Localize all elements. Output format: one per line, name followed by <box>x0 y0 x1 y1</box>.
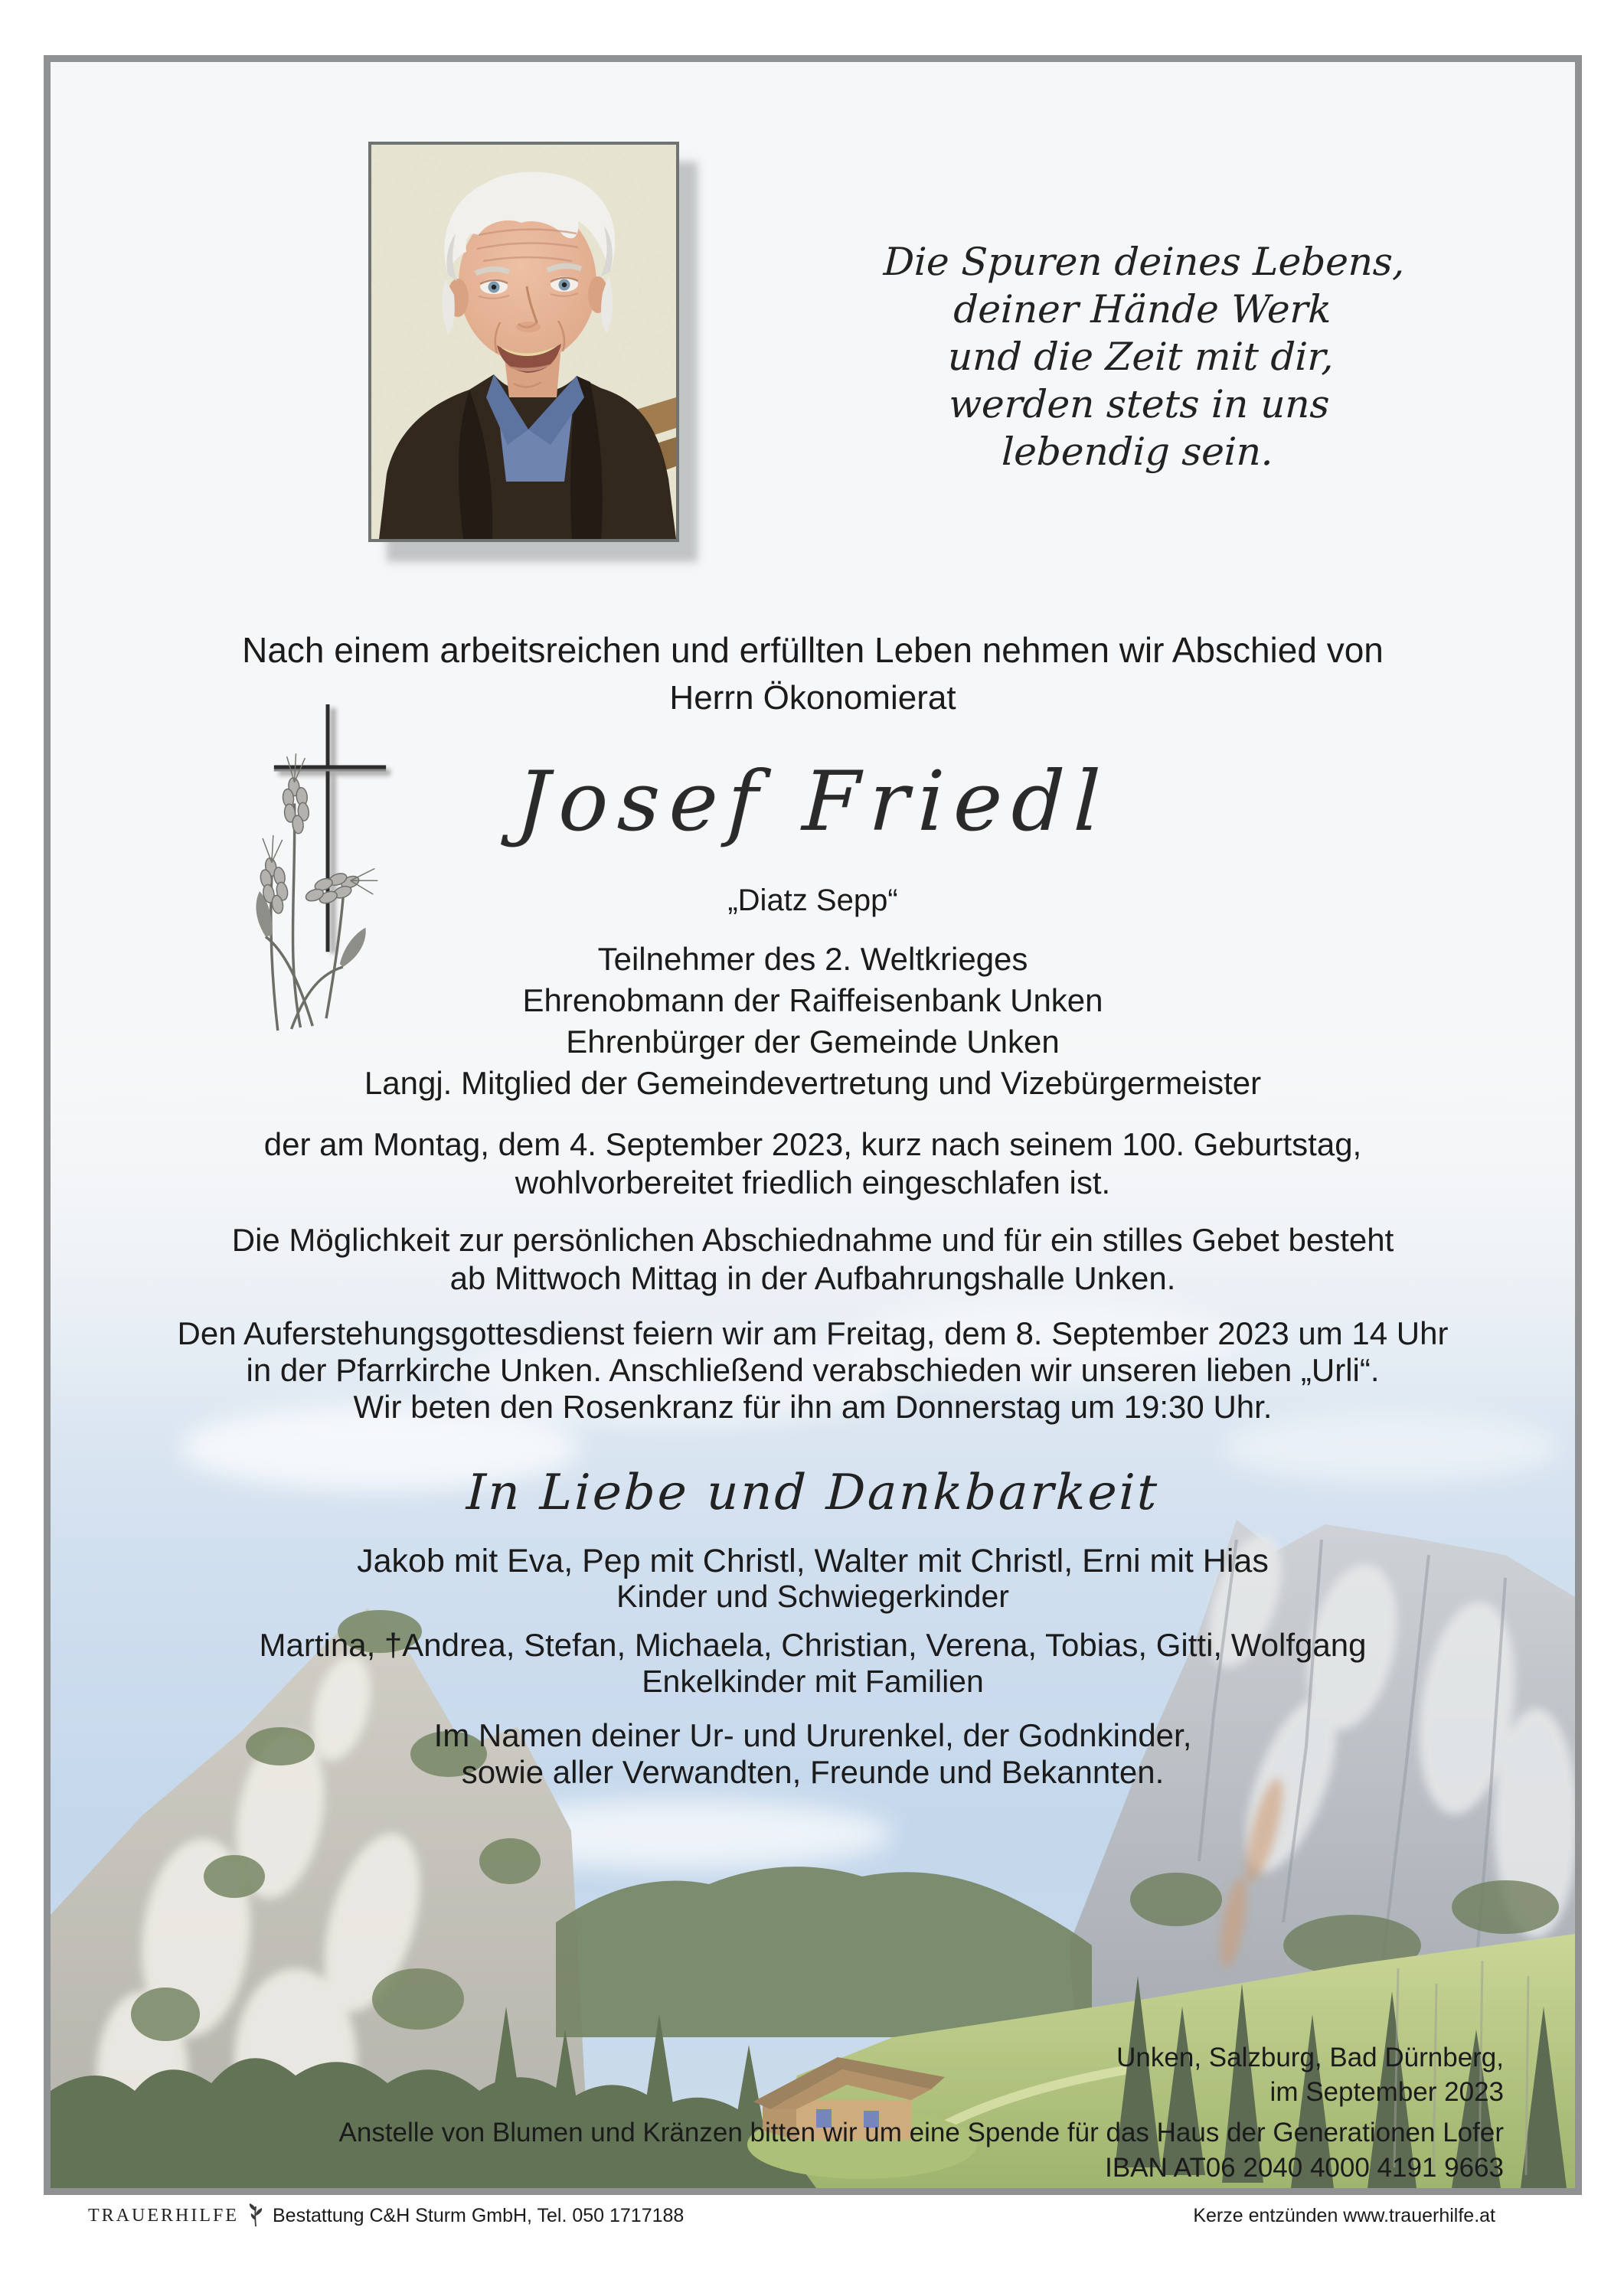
poem-line: und die Zeit mit dir, <box>947 335 1335 379</box>
portrait-photo <box>368 142 679 542</box>
poem-line: deiner Hände Werk <box>953 287 1332 332</box>
farewell-line: Die Möglichkeit zur persönlichen Abschiednahme und für ein stilles Gebet besteht <box>231 1222 1394 1258</box>
service-line: in der Pfarrkirche Unken. Anschließend verabschieden wir unseren lieben „Urli“. <box>246 1352 1380 1388</box>
service-info <box>51 1315 1575 1426</box>
date-line: im September 2023 <box>1269 2077 1504 2107</box>
poem-line: lebendig sein. <box>1001 430 1274 474</box>
nickname: „Diatz Sepp“ <box>727 884 898 917</box>
service-line: Den Auferstehungsgottesdienst feiern wir am Freitag, dem 8. September 2023 um 14 Uhr <box>177 1315 1449 1351</box>
funeral-home-info: Bestattung C&H Sturm GmbH, Tel. 050 1717188 <box>273 2204 685 2226</box>
in-name-line: sowie aller Verwandten, Freunde und Bekannten. <box>461 1754 1165 1790</box>
closing-phrase: In Liebe und Dankbarkeit <box>465 1465 1161 1521</box>
title-line: Langj. Mitglied der Gemeindevertretung und Vizebürgermeister <box>364 1065 1262 1101</box>
footer <box>0 2203 1624 2249</box>
poem-line: Die Spuren deines Lebens, <box>882 240 1406 284</box>
in-name-block <box>51 1717 1575 1791</box>
deceased-name: Josef Friedl <box>515 754 1112 850</box>
sprig-icon <box>247 2203 265 2228</box>
place-date-block <box>1116 2040 1504 2109</box>
iban-line: IBAN AT06 2040 4000 4191 9663 <box>1105 2153 1504 2183</box>
trauerhilfe-brand: TRAUERHILFE <box>88 2205 239 2226</box>
donation-block <box>339 2115 1504 2186</box>
honorific: Herrn Ökonomierat <box>669 679 956 717</box>
death-line: der am Montag, dem 4. September 2023, kurz nach seinem 100. Geburtstag, <box>263 1126 1362 1162</box>
title-line: Teilnehmer des 2. Weltkrieges <box>597 941 1028 977</box>
poem-line: werden stets in uns <box>948 382 1331 426</box>
portrait-illustration <box>371 145 676 539</box>
poem <box>823 238 1459 475</box>
children-names: Jakob mit Eva, Pep mit Christl, Walter mit Christl, Erni mit Hias <box>357 1543 1269 1579</box>
title-line: Ehrenbürger der Gemeinde Unken <box>566 1024 1060 1060</box>
death-notice <box>51 1125 1575 1202</box>
children-label: Kinder und Schwiegerkinder <box>616 1579 1009 1614</box>
farewell-info <box>51 1221 1575 1298</box>
title-line: Ehrenobmann der Raiffeisenbank Unken <box>522 982 1103 1018</box>
service-line: Wir beten den Rosenkranz für ihn am Donnerstag um 19:30 Uhr. <box>353 1389 1273 1425</box>
farewell-line: ab Mittwoch Mittag in der Aufbahrungshalle Unken. <box>449 1260 1176 1296</box>
in-name-line: Im Namen deiner Ur- und Ururenkel, der Godnkinder, <box>433 1717 1192 1753</box>
memorial-card <box>44 55 1582 2195</box>
donation-line: Anstelle von Blumen und Kränzen bitten wir um eine Spende für das Haus der Generationen Lofer <box>338 2118 1504 2148</box>
candle-link-text: Kerze entzünden www.trauerhilfe.at <box>1193 2205 1495 2226</box>
titles-block <box>51 939 1575 1104</box>
place-line: Unken, Salzburg, Bad Dürnberg, <box>1116 2043 1504 2072</box>
grandchildren-label: Enkelkinder mit Familien <box>642 1664 984 1699</box>
intro-line: Nach einem arbeitsreichen und erfüllten Leben nehmen wir Abschied von <box>242 630 1384 670</box>
death-line: wohlvorbereitet friedlich eingeschlafen ist. <box>515 1164 1111 1200</box>
footer-left <box>88 2203 684 2228</box>
grandchildren-names: Martina, †Andrea, Stefan, Michaela, Christian, Verena, Tobias, Gitti, Wolfgang <box>259 1627 1367 1663</box>
